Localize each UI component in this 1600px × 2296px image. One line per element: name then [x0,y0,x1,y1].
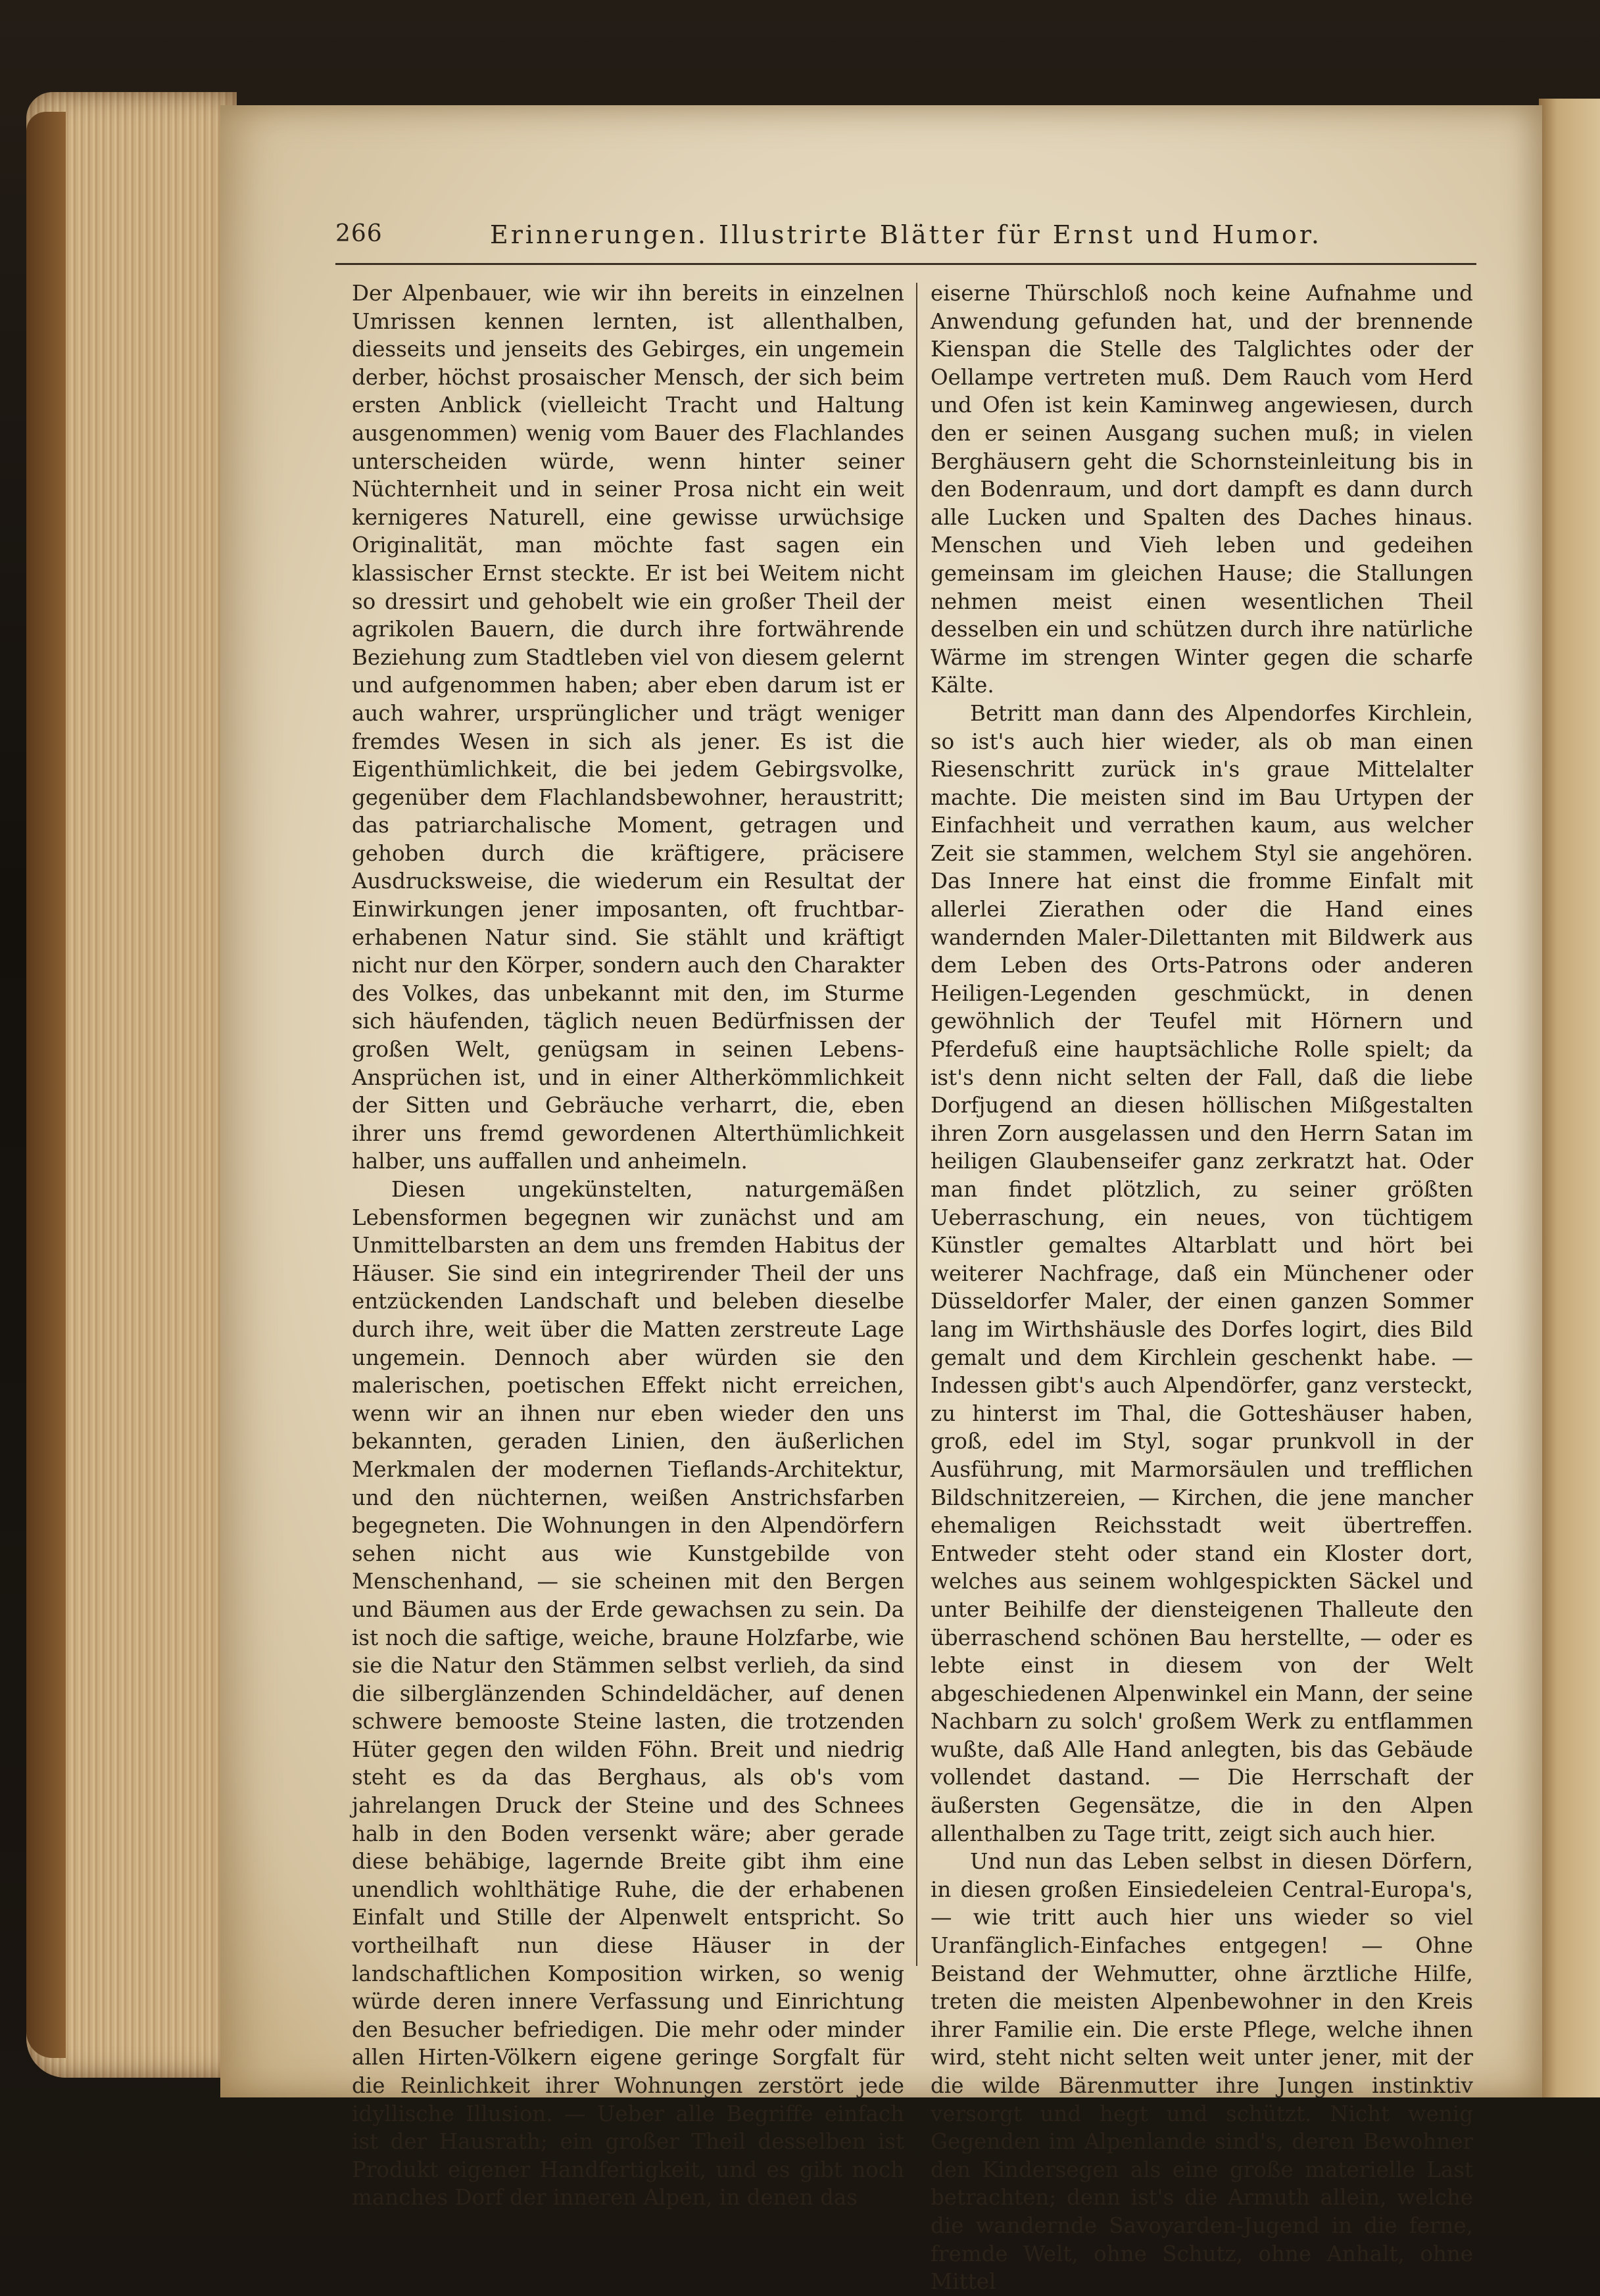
page-number: 266 [335,220,383,247]
paragraph: Der Alpenbauer, wie wir ihn bereits in einzelnen Umrissen kennen lernten, ist allenthalben, diesseits und jenseits des Gebirges, ein ungemein derber, höchst prosaischer Mensch, der sich beim ersten Anblick (vielleicht Tracht und Haltung ausgenommen) wenig vom Bauer des Flachlandes unterscheiden würde, wenn hinter seiner Nüchternheit und in seiner Prosa nicht ein weit kernigeres Naturell, eine gewisse urwüchsige Originalität, man möchte fast sagen ein klassischer Ernst steckte. Er ist bei Weitem nicht so dressirt und gehobelt wie ein großer Theil der agrikolen Bauern, die durch ihre fortwährende Beziehung zum Stadtleben viel von diesem gelernt und aufgenommen haben; aber eben darum ist er auch wahrer, ursprünglicher und trägt weniger fremdes Wesen in sich als jener. Es ist die Eigenthümlichkeit, die bei jedem Gebirgsvolke, gegenüber dem Flachlandsbewohner, heraustritt; das patriarchalische Moment, getragen und gehoben durch die kräftigere, präcisere Ausdrucksweise, die wiederum ein Resultat der Einwirkungen jener imposanten, oft fruchtbar-erhabenen Natur sind. Sie stählt und kräftigt nicht nur den Körper, sondern auch den Charakter des Volkes, das unbekannt mit den, im Sturme sich häufenden, täglich neuen Bedürfnissen der großen Welt, genügsam in seinen Lebens-Ansprüchen ist, und in einer Altherkömmlichkeit der Sitten und Gebräuche verharrt, die, eben ihrer uns fremd gewordenen Alterthümlichkeit halber, uns auffallen und anheimeln. [352,281,904,1174]
paragraph: Betritt man dann des Alpendorfes Kirchlein, so ist's auch hier wieder, als ob man einen Riesenschritt zurück in's graue Mittelalter machte. Die meisten sind im Bau Urtypen der Einfachheit und verrathen kaum, aus welcher Zeit sie stammen, welchem Styl sie angehören. Das Innere hat einst die fromme Einfalt mit allerlei Zierathen oder die Hand eines wandernden Maler-Dilettanten mit Bildwerk aus dem Leben des Orts-Patrons oder anderen Heiligen-Legenden geschmückt, in denen gewöhnlich der Teufel mit Hörnern und Pferdefuß eine hauptsächliche Rolle spielt; da ist's denn nicht selten der Fall, daß die liebe Dorfjugend an diesen höllischen Mißgestalten ihren Zorn ausgelassen und den Herrn Satan im heiligen Glaubenseifer ganz zerkratzt hat. Oder man findet plötzlich, zu seiner größten Ueberraschung, ein neues, von tüchtigem Künstler gemaltes Altarblatt und hört bei weiterer Nachfrage, daß ein Münchener oder Düsseldorfer Maler, der einen ganzen Sommer lang im Wirthshäusle des Dorfes logirt, dies Bild gemalt und dem Kirchlein geschenkt habe. — Indessen gibt's auch Alpendörfer, ganz versteckt, zu hinterst im Thal, die Gotteshäuser haben, groß, edel im Styl, sogar prunkvoll in der Ausführung, mit Marmorsäulen und trefflichen Bildschnitzereien, — Kirchen, die jene mancher ehemaligen Reichsstadt weit übertreffen. Entweder steht oder stand ein Kloster dort, welches aus seinem wohlgespickten Säckel und unter Beihilfe der diensteigenen Thalleute den überraschend schönen Bau herstellte, — oder es lebte einst in diesem von der Welt abgeschiedenen Alpenwinkel ein Mann, der seine Nachbarn zu solch' großem Werk zu entflammen wußte, daß Alle Hand anlegten, bis das Gebäude vollendet dastand. — Die Herrschaft der äußersten Gegensätze, die in den Alpen allenthalben zu Tage tritt, zeigt sich auch hier. [931,700,1473,1846]
book-page [220,105,1542,2295]
paragraph: Und nun das Leben selbst in diesen Dörfern, in diesen großen Einsiedeleien Central-Europa's, — wie tritt auch hier uns wieder so viel Uranfänglich-Einfaches entgegen! — Ohne Beistand der Wehmutter, ohne ärztliche Hilfe, treten die meisten Alpenbewohner in den Kreis ihrer Familie ein. Die erste Pflege, welche ihnen wird, steht nicht selten weit unter jener, mit der die wilde Bärenmutter ihre Jungen instinktiv versorgt und hegt und schützt. Nicht wenig Gegenden im Alpenlande sind's, deren Bewohner den Kindersegen als eine große materielle Last betrachten; denn ist's die Armuth allein, welche die wandernde Savoyarden-Jugend in die ferne, fremde Welt, ohne Schutz, ohne Anhalt, ohne Mittel [931,1849,1473,2295]
running-title: Erinnerungen. Illustrirte Blätter für Ernst und Humor. [490,220,1322,249]
next-page-edge [1539,99,1600,2097]
left-column [352,279,904,2211]
right-column [931,279,1473,2295]
header-rule [335,263,1476,265]
page-header [335,220,1473,260]
book-spine-edge [26,112,66,2058]
paragraph: Diesen ungekünstelten, naturgemäßen Lebensformen begegnen wir zunächst und am Unmittelbarsten an dem uns fremden Habitus der Häuser. Sie sind ein integrirender Theil der uns entzückenden Landschaft und beleben dieselbe durch ihre, weit über die Matten zerstreute Lage ungemein. Dennoch aber würden sie den malerischen, poetischen Effekt nicht erreichen, wenn wir an ihnen nur eben wieder den uns bekannten, geraden Linien, den äußerlichen Merkmalen der modernen Tieflands-Architektur, und den nüchternen, weißen Anstrichsfarben begegneten. Die Wohnungen in den Alpendörfern sehen nicht aus wie Kunstgebilde von Menschenhand, — sie scheinen mit den Bergen und Bäumen aus der Erde gewachsen zu sein. Da ist noch die saftige, weiche, braune Holzfarbe, wie sie die Natur den Stämmen selbst verlieh, da sind die silberglänzenden Schindeldächer, auf denen schwere bemooste Steine lasten, die trotzenden Hüter gegen den wilden Föhn. Breit und niedrig steht es da das Berghaus, als ob's vom jahrelangen Druck der Steine und des Schnees halb in den Boden versenkt wäre; aber gerade diese behäbige, lagernde Breite gibt ihm eine unendlich wohlthätige Ruhe, die der erhabenen Einfalt und Stille der Alpenwelt entspricht. So vortheilhaft nun diese Häuser in der landschaftlichen Komposition wirken, so wenig würde deren innere Verfassung und Einrichtung den Besucher befriedigen. Die mehr oder minder allen Hirten-Völkern eigene geringe Sorgfalt für die Reinlichkeit ihrer Wohnungen zerstört jede idyllische Illusion. — Ueber alle Begriffe einfach ist der Hausrath; ein großer Theil desselben ist Produkt eigener Handfertigkeit, und es gibt noch manches Dorf der inneren Alpen, in denen das [352,1177,904,2211]
column-divider [916,283,917,1966]
paragraph: eiserne Thürschloß noch keine Aufnahme und Anwendung gefunden hat, und der brennende Kienspan die Stelle des Talglichtes oder der Oellampe vertreten muß. Dem Rauch vom Herd und Ofen ist kein Kaminweg angewiesen, durch den er seinen Ausgang suchen muß; in vielen Berghäusern geht die Schornsteinleitung bis in den Bodenraum, und dort dampft es dann durch alle Lucken und Spalten des Daches hinaus. Menschen und Vieh leben und gedeihen gemeinsam im gleichen Hause; die Stallungen nehmen meist einen wesentlichen Theil desselben ein und schützen durch ihre natürliche Wärme im strengen Winter gegen die scharfe Kälte. [931,281,1473,698]
